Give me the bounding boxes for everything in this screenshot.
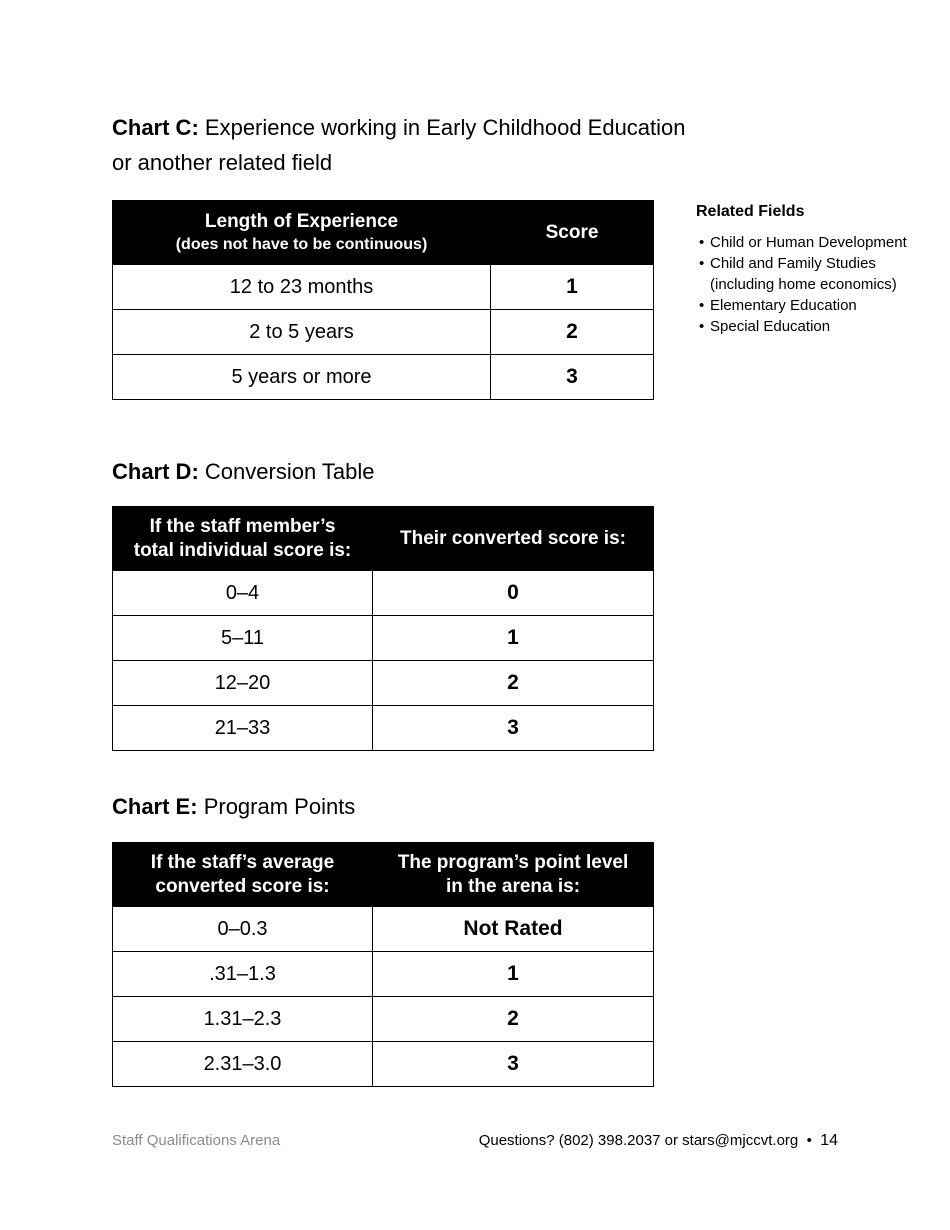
chart-c-heading: [112, 110, 686, 180]
chart-e-header-point-level-line2: in the arena is:: [445, 875, 581, 897]
chart-e-header-point-level: [373, 843, 654, 907]
chart-c-header-length-sub: (does not have to be continuous): [175, 235, 428, 253]
related-fields-panel: [696, 203, 916, 337]
related-fields-list: [696, 232, 916, 337]
footer-separator: •: [806, 1132, 812, 1149]
chart-e-header-row: [113, 843, 654, 907]
chart-c-range-cell: 12 to 23 months: [113, 265, 491, 310]
table-row: [113, 355, 654, 400]
chart-d-range-cell: 21–33: [113, 706, 373, 751]
chart-d-header-total: [113, 507, 373, 571]
chart-e-score-cell: 1: [373, 952, 654, 997]
footer-section-name: Staff Qualifications Arena: [112, 1132, 281, 1149]
table-row: [113, 661, 654, 706]
chart-d-score-cell: 2: [373, 661, 654, 706]
chart-c-range-cell: 5 years or more: [113, 355, 491, 400]
footer-contact: Questions? (802) 398.2037 or stars@mjccvt.org: [478, 1132, 799, 1149]
chart-d-header-converted: Their converted score is:: [373, 507, 654, 571]
chart-c-header-length-label: Length of Experience: [204, 210, 399, 232]
chart-d-title: Conversion Table: [204, 459, 375, 484]
table-row: [113, 1042, 654, 1087]
chart-e-header-average-line2: converted score is:: [155, 875, 330, 897]
table-row: [113, 952, 654, 997]
table-row: [113, 706, 654, 751]
chart-e-score-cell: Not Rated: [373, 907, 654, 952]
footer-contact-line: [479, 1132, 838, 1150]
chart-d-header-total-line1: If the staff member’s: [149, 515, 336, 537]
table-row: [113, 310, 654, 355]
chart-c-label: Chart C:: [112, 115, 199, 140]
table-row: [113, 616, 654, 661]
chart-c-table: [112, 200, 654, 400]
chart-c-header-row: [113, 201, 654, 265]
chart-e-table: [112, 842, 654, 1087]
chart-c-header-score: Score: [491, 201, 654, 265]
chart-d-score-cell: 3: [373, 706, 654, 751]
table-row: [113, 907, 654, 952]
chart-e-range-cell: 2.31–3.0: [113, 1042, 373, 1087]
chart-e-score-cell: 2: [373, 997, 654, 1042]
chart-d-header-row: [113, 507, 654, 571]
chart-d-header-total-line2: total individual score is:: [133, 539, 352, 561]
chart-d-score-cell: 0: [373, 571, 654, 616]
chart-e-score-cell: 3: [373, 1042, 654, 1087]
table-row: [113, 571, 654, 616]
chart-c-score-cell: 2: [491, 310, 654, 355]
chart-e-heading: [112, 789, 355, 824]
list-item: • Elementary Education: [696, 295, 916, 316]
chart-e-label: Chart E:: [112, 794, 198, 819]
chart-d-table: [112, 506, 654, 751]
chart-e-header-average-line1: If the staff’s average: [150, 851, 335, 873]
chart-e-title: Program Points: [203, 794, 356, 819]
chart-d-heading: [112, 454, 375, 489]
chart-e-range-cell: 0–0.3: [113, 907, 373, 952]
list-item: • Child or Human Development: [696, 232, 916, 253]
list-item: • Special Education: [696, 316, 916, 337]
chart-c-title-line2: or another related field: [112, 150, 333, 175]
chart-d-range-cell: 12–20: [113, 661, 373, 706]
chart-e-range-cell: .31–1.3: [113, 952, 373, 997]
list-item: • Child and Family Studies (including home economics): [696, 253, 916, 295]
chart-d-range-cell: 0–4: [113, 571, 373, 616]
page-number: 14: [820, 1132, 838, 1149]
chart-c-score-cell: 3: [491, 355, 654, 400]
chart-e-range-cell: 1.31–2.3: [113, 997, 373, 1042]
chart-c-score-cell: 1: [491, 265, 654, 310]
table-row: [113, 997, 654, 1042]
chart-e-header-average: [113, 843, 373, 907]
chart-c-header-length: [113, 201, 491, 265]
chart-c-range-cell: 2 to 5 years: [113, 310, 491, 355]
chart-e-header-point-level-line1: The program’s point level: [397, 851, 629, 873]
related-fields-title: Related Fields: [696, 203, 805, 220]
table-row: [113, 265, 654, 310]
chart-d-score-cell: 1: [373, 616, 654, 661]
chart-d-range-cell: 5–11: [113, 616, 373, 661]
chart-c-title-line1: Experience working in Early Childhood Education: [204, 115, 686, 140]
chart-d-label: Chart D:: [112, 459, 199, 484]
